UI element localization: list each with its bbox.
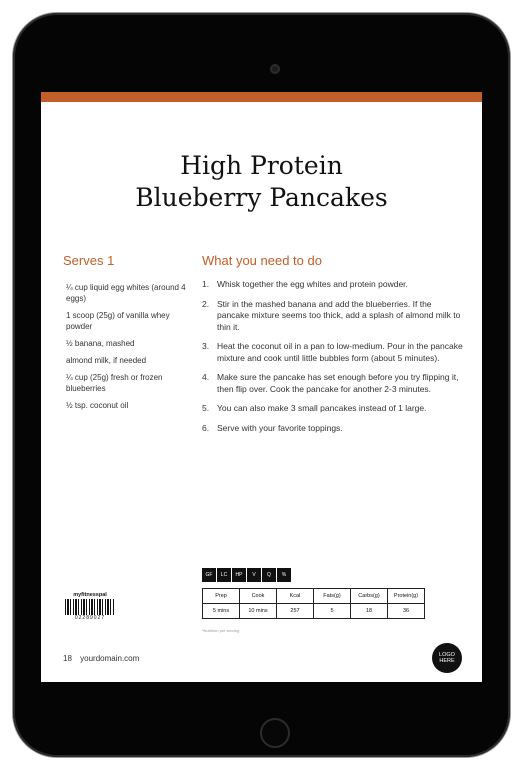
nutrition-header-row [203,589,425,604]
ingredient-item: 1 scoop (25g) of vanilla whey powder [66,311,170,331]
diet-tag: GF [202,568,216,582]
step-number: 1. [202,279,210,289]
step-number: 6. [202,422,210,433]
step-item [202,423,464,435]
page-number: 18 [63,654,72,663]
ingredient-item: almond milk, if needed [66,356,147,365]
ingredient-item: ¼ cup liquid egg whites (around 4 eggs) [66,283,186,303]
ingredient-item: ½ banana, mashed [66,339,135,348]
page-footer [63,654,139,663]
nutrition-header: Fats(g) [314,589,351,604]
step-text: Serve with your favorite toppings. [217,422,343,433]
step-item [202,403,464,415]
nutrition-value: 18 [351,604,388,619]
nutrition-value-row [203,604,425,619]
nutrition-value: 257 [277,604,314,619]
step-item [202,279,464,291]
step-text: Make sure the pancake has set enough before you try flipping it, then flip over. Cook the pancake for another 2-3 minutes. [217,372,459,394]
step-text: Heat the coconut oil in a pan to low-medium. Pour in the pancake mixture and cook until little bubbles form (about 5 minutes). [217,341,463,363]
ingredient-item: ¼ cup (25g) fresh or frozen blueberries [66,373,163,393]
ingredient-list [66,282,196,417]
step-item [202,372,464,395]
brand-name: myfitnesspal [73,592,107,598]
nutrition-header: Cook [240,589,277,604]
accent-bar [41,92,482,102]
step-number: 5. [202,403,210,413]
steps-heading: What you need to do [202,253,322,268]
ingredient-item: ½ tsp. coconut oil [66,401,129,410]
home-button[interactable] [260,718,290,748]
step-number: 2. [202,298,210,309]
nutrition-note: *Nutrition per serving [202,628,240,633]
diet-tag: LC [217,568,231,582]
diet-tags [202,568,292,582]
diet-tag: % [277,568,291,582]
step-list [202,279,464,442]
diet-tag: V [247,568,261,582]
title-line-1: High Protein [180,151,343,180]
step-item [202,341,464,364]
logo-placeholder [432,643,462,673]
nutrition-value: 5 mins [203,604,240,619]
nutrition-header: Kcal [277,589,314,604]
diet-tag: HP [232,568,246,582]
nutrition-table [202,588,425,619]
nutrition-header: Protein(g) [388,589,425,604]
logo-line-2: HERE [439,658,455,664]
step-number: 3. [202,341,210,351]
step-text: You can also make 3 small pancakes instead of 1 large. [217,403,427,413]
nutrition-header: Carbs(g) [351,589,388,604]
recipe-title [41,150,482,214]
barcode-number: 02289027 [74,615,106,621]
diet-tag: Q [262,568,276,582]
step-item [202,299,464,334]
nutrition-value: 36 [388,604,425,619]
front-camera [270,64,280,74]
recipe-page [41,92,482,682]
brand-barcode [65,592,115,621]
nutrition-value: 5 [314,604,351,619]
logo-line-1: LOGO [439,652,455,658]
step-text: Whisk together the egg whites and protein powder. [217,279,408,289]
barcode-icon [65,599,115,615]
title-line-2: Blueberry Pancakes [135,183,388,212]
step-number: 4. [202,372,210,382]
nutrition-value: 10 mins [240,604,277,619]
step-text: Stir in the mashed banana and add the blueberries. If the pancake mixture seems too thick, add a splash of almond milk to thin it. [217,298,461,332]
nutrition-header: Prep [203,589,240,604]
serves-heading: Serves 1 [63,253,115,268]
footer-domain[interactable]: yourdomain.com [80,654,140,663]
